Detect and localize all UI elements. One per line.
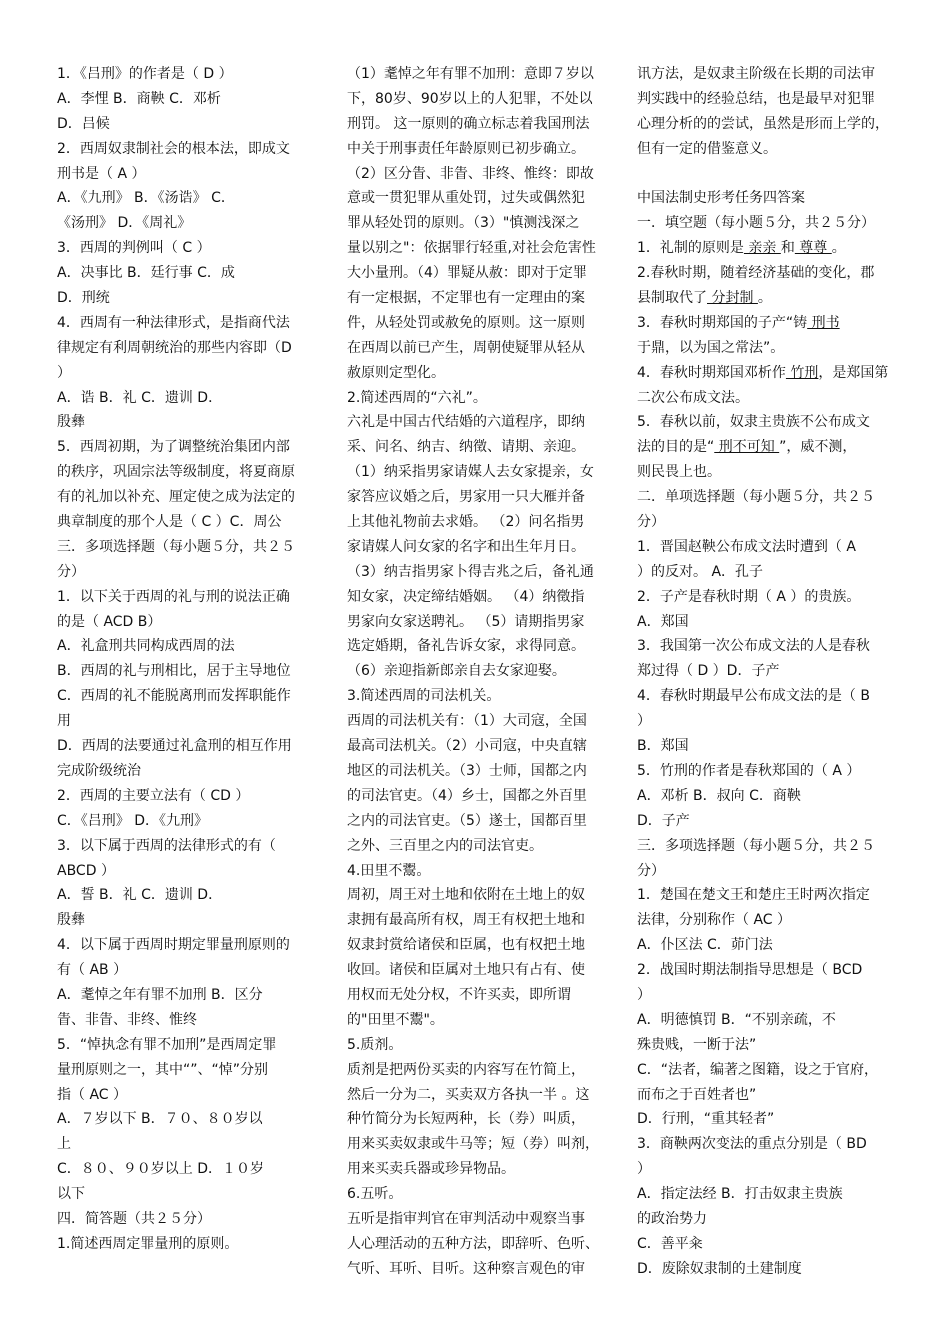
text-line: 在西周以前已产生，周朝使疑罪从轻从 bbox=[347, 339, 585, 356]
text-segment: 和 bbox=[780, 240, 795, 257]
text-line: 1．以下关于西周的礼与刑的说法正确 bbox=[57, 588, 290, 605]
text-line: 3.简述西周的司法机关。 bbox=[347, 688, 501, 705]
text-line: C．“法者，编著之图籍，设之于官府， bbox=[637, 1061, 879, 1078]
text-line: 地区的司法机关。（3）士师，国都之内 bbox=[347, 762, 587, 779]
text-line: 用来买卖兵器或珍异物品。 bbox=[347, 1161, 515, 1178]
text-line: A．邓析 B．叔向 C．商鞅 bbox=[637, 787, 801, 804]
text-line: 量以别之"：依据罪行轻重,对社会危害性 bbox=[347, 240, 596, 257]
text-line: 赦原则定型化。 bbox=[347, 364, 445, 381]
text-line: 奴隶封赏给诸侯和臣属，也有权把土地 bbox=[347, 937, 585, 954]
text-line: 知女家，决定缔结婚姻。 （4）纳徵指 bbox=[347, 588, 585, 605]
text-line: 4.田里不鬻。 bbox=[347, 862, 431, 879]
text-line: 二．单项选择题（每小题５分，共２５ bbox=[637, 489, 875, 506]
text-line: B．郑国 bbox=[637, 738, 689, 755]
text-line: ）的反对。 A．孔子 bbox=[637, 563, 764, 580]
text-line: 分） bbox=[637, 514, 665, 531]
filled-answer: 尊尊 bbox=[794, 240, 832, 257]
text-line: 5．“悼执念有罪不加刑”是西周定罪 bbox=[57, 1036, 277, 1053]
text-line: ） bbox=[637, 986, 651, 1003]
text-line: 之内的司法官吏。（5）遂士，国都百里 bbox=[347, 812, 587, 829]
text-line: 指（ AC ） bbox=[57, 1086, 128, 1103]
text-line: ） bbox=[637, 713, 651, 730]
text-line: 2．西周奴隶制社会的根本法，即成文 bbox=[57, 140, 290, 157]
text-line: D．废除奴隶制的土建制度 bbox=[637, 1260, 802, 1277]
text-line: 则民畏上也。 bbox=[637, 464, 721, 481]
text-line: 用 bbox=[57, 713, 71, 730]
text-line: 1.简述西周定罪量刑的原则。 bbox=[57, 1235, 239, 1252]
text-line: A．明德慎罚 B．“不别亲疏，不 bbox=[637, 1011, 836, 1028]
column-middle bbox=[347, 62, 605, 1282]
text-line: 收回。诸侯和臣属对土地只有占有、使 bbox=[347, 962, 585, 979]
text-line: 刑罚。 这一原则的确立标志着我国刑法 bbox=[347, 115, 590, 132]
text-line: A．仆区法 C．茆门法 bbox=[637, 937, 773, 954]
text-line: 中关于刑事责任年龄原则已初步确立。 bbox=[347, 140, 585, 157]
text-line: 的秩序，巩固宗法等级制度，将夏商原 bbox=[57, 464, 295, 481]
text-line: D．子产 bbox=[637, 812, 690, 829]
text-line: 家答应议婚之后，男家用一只大雁并备 bbox=[347, 489, 585, 506]
text-line: 讯方法，是奴隶主阶级在长期的司法审 bbox=[637, 66, 875, 82]
text-segment: 法的目的是“ bbox=[637, 439, 715, 456]
text-segment: 。 bbox=[757, 290, 772, 307]
text-line: 6.五听。 bbox=[347, 1186, 403, 1203]
text-line: （6）亲迎指新郎亲自去女家迎娶。 bbox=[347, 663, 566, 680]
text-line: （1）耄悼之年有罪不加刑：意即７岁以 bbox=[347, 66, 594, 82]
text-line: 周初，周王对土地和依附在土地上的奴 bbox=[347, 887, 585, 904]
text-line: A．《九刑》 B．《汤诰》 C． bbox=[57, 190, 235, 207]
text-line bbox=[637, 162, 893, 187]
text-line: 殷彝 bbox=[57, 414, 85, 431]
text-line bbox=[637, 361, 893, 386]
text-line: 男家向女家送聘礼。 （5）请期指男家 bbox=[347, 613, 585, 630]
text-line: 有的礼加以补充、厘定使之成为法定的 bbox=[57, 489, 295, 506]
text-line: 1．晋国赵鞅公布成文法时遭到（ A bbox=[637, 538, 856, 555]
text-line: 件，从轻处罚或赦免的原则。这一原则 bbox=[347, 314, 585, 331]
text-line: A．指定法经 B．打击奴隶主贵族 bbox=[637, 1186, 843, 1203]
text-line: 种竹简分为长短两种，长（券）叫质， bbox=[347, 1111, 585, 1128]
text-line: 之外、三百里之内的司法官吏。 bbox=[347, 837, 543, 854]
text-line: 法律，分别称作（ AC ） bbox=[637, 912, 792, 929]
text-line: 分） bbox=[57, 563, 85, 580]
text-line: 3．商鞅两次变法的重点分别是（ BD bbox=[637, 1136, 867, 1153]
text-line: 4．西周有一种法律形式，是指商代法 bbox=[57, 314, 290, 331]
text-line: 用来买卖奴隶或牛马等；短（券）叫剂， bbox=[347, 1136, 599, 1153]
text-line: 1．《吕刑》的作者是（ D ） bbox=[57, 66, 233, 82]
text-line: D．吕候 bbox=[57, 115, 110, 132]
text-line: 2．子产是春秋时期（ A ）的贵族。 bbox=[637, 588, 861, 605]
text-line: 三．多项选择题（每小题５分，共２５ bbox=[637, 837, 875, 854]
text-line: C．善平籴 bbox=[637, 1235, 703, 1252]
text-line: 五听是指审判官在审判活动中观察当事 bbox=[347, 1210, 585, 1227]
text-line: 5.质剂。 bbox=[347, 1036, 403, 1053]
filled-answer: 刑不可知 bbox=[714, 439, 780, 456]
text-line: A．誓 B．礼 C．遗训 D． bbox=[57, 887, 223, 904]
text-line: 质剂是把两份买卖的内容写在竹简上， bbox=[347, 1061, 585, 1078]
text-line: 5．竹刑的作者是春秋郑国的（ A ） bbox=[637, 762, 861, 779]
text-line: 的政治势力 bbox=[637, 1210, 707, 1227]
text-line: 下，80岁、90岁以上的人犯罪，不处以 bbox=[347, 90, 593, 107]
text-segment: 3．春秋时期郑国的子产“铸 bbox=[637, 314, 808, 331]
text-line: 但有一定的借鉴意义。 bbox=[637, 140, 777, 157]
text-line: 判实践中的经验总结，也是最早对犯罪 bbox=[637, 90, 875, 107]
text-line: A．李悝 B．商鞅 C．邓析 bbox=[57, 90, 221, 107]
text-line: 二次公布成文法。 bbox=[637, 389, 749, 406]
text-line: 刑书是（ A ） bbox=[57, 165, 146, 182]
text-line: ） bbox=[637, 1161, 651, 1178]
text-line: 最高司法机关。（2）小司寇，中央直辖 bbox=[347, 738, 587, 755]
text-line: 心理分析的的尝试，虽然是形而上学的， bbox=[637, 115, 889, 132]
column-right bbox=[637, 62, 893, 1282]
text-line bbox=[637, 311, 893, 336]
text-segment: ”，威不测， bbox=[779, 439, 857, 456]
text-line: 2．西周的主要立法有（ CD ） bbox=[57, 787, 250, 804]
text-line: 于鼎，以为国之常法”。 bbox=[637, 339, 785, 356]
text-line bbox=[637, 286, 893, 311]
text-line: A．７岁以下 B．７０、８０岁以 bbox=[57, 1111, 263, 1128]
text-segment: 。 bbox=[831, 240, 846, 257]
text-line: 有一定根据，不定罪也有一定理由的案 bbox=[347, 290, 585, 307]
text-line: D．刑统 bbox=[57, 290, 110, 307]
text-segment: 4．春秋时期郑国邓析作 bbox=[637, 364, 786, 381]
text-line: 分） bbox=[637, 862, 665, 879]
text-line: 2.简述西周的“六礼”。 bbox=[347, 389, 487, 406]
text-line: 选定婚期，备礼告诉女家，求得同意。 bbox=[347, 638, 585, 655]
text-line: 5．西周初期，为了调整统治集团内部 bbox=[57, 439, 290, 456]
text-line: ABCD ） bbox=[57, 862, 115, 879]
text-line: 采、问名、纳吉、纳徵、请期、亲迎。 bbox=[347, 439, 585, 456]
text-line: 上 bbox=[57, 1136, 71, 1153]
text-line: A．礼盒刑共同构成西周的法 bbox=[57, 638, 235, 655]
text-line: 4．以下属于西周时期定罪量刑原则的 bbox=[57, 937, 290, 954]
text-line: 3．我国第一次公布成文法的人是春秋 bbox=[637, 638, 870, 655]
text-line: A．诰 B．礼 C．遗训 D． bbox=[57, 389, 223, 406]
filled-answer: 竹刑 bbox=[785, 364, 819, 381]
text-line: 罪从轻处罚的原则。（3）"慎测浅深之 bbox=[347, 215, 580, 232]
text-line: 六礼是中国古代结婚的六道程序，即纳 bbox=[347, 414, 585, 431]
text-line: 的是（ ACD B） bbox=[57, 613, 162, 630]
text-line: 3．以下属于西周的法律形式的有（ bbox=[57, 837, 276, 854]
text-line bbox=[637, 236, 893, 261]
text-line: A．郑国 bbox=[637, 613, 689, 630]
text-line: B．西周的礼与刑相比，居于主导地位 bbox=[57, 663, 291, 680]
text-line: 2．战国时期法制指导思想是（ BCD bbox=[637, 962, 863, 979]
text-line bbox=[637, 435, 893, 460]
text-line: 典章制度的那个人是（ C ）C．周公 bbox=[57, 514, 282, 531]
text-line: C．《吕刑》 D．《九刑》 bbox=[57, 812, 209, 829]
text-line: ） bbox=[57, 364, 71, 381]
text-segment: 县制取代了 bbox=[637, 290, 707, 307]
text-line: 律规定有利周朝统治的那些内容即（D bbox=[57, 339, 292, 356]
text-line: 气听、耳听、目听。这种察言观色的审 bbox=[347, 1260, 585, 1277]
text-line: 用权而无处分权，不许买卖，即所谓 bbox=[347, 986, 571, 1003]
text-line: 然后一分为二，买卖双方各执一半 。这 bbox=[347, 1086, 590, 1103]
text-line: 郑过得（ D ）D．子产 bbox=[637, 663, 780, 680]
text-line: 家请媒人问女家的名字和出生年月日。 bbox=[347, 538, 585, 555]
text-line: 三．多项选择题（每小题５分，共２５ bbox=[57, 538, 295, 555]
text-line: 隶拥有最高所有权，周王有权把土地和 bbox=[347, 912, 585, 929]
text-line: 3．西周的判例叫（ C ） bbox=[57, 240, 211, 257]
text-line: 的司法官吏。（4）乡士，国都之外百里 bbox=[347, 787, 587, 804]
text-line: 2.春秋时期，随着经济基础的变化，郡 bbox=[637, 265, 875, 282]
text-line: 人心理活动的五种方法，即辞听、色听、 bbox=[347, 1235, 599, 1252]
text-line: （1）纳采指男家请媒人去女家提亲，女 bbox=[347, 464, 594, 481]
text-line: 西周的司法机关有：（1）大司寇，全国 bbox=[347, 713, 587, 730]
text-line: （3）纳吉指男家卜得吉兆之后，备礼通 bbox=[347, 563, 594, 580]
text-line: C．西周的礼不能脱离刑而发挥职能作 bbox=[57, 688, 291, 705]
filled-answer: 刑书 bbox=[807, 314, 840, 331]
text-line: 意或一贯犯罪从重处罚，过失或偶然犯 bbox=[347, 190, 585, 207]
filled-answer: 亲亲 bbox=[743, 240, 781, 257]
text-line: 一．填空题（每小题５分，共２５分） bbox=[637, 215, 875, 232]
text-line: 四．简答题（共２５分） bbox=[57, 1210, 211, 1227]
text-line: A．决事比 B．廷行事 C．成 bbox=[57, 265, 235, 282]
text-line: 5．春秋以前，奴隶主贵族不公布成文 bbox=[637, 414, 870, 431]
text-line: 中国法制史形考任务四答案 bbox=[637, 190, 805, 207]
text-line: 有（ AB ） bbox=[57, 962, 128, 979]
text-line: 量刑原则之一，其中“”、“悼”分别 bbox=[57, 1061, 269, 1078]
text-line: D．行刑，“重其轻者” bbox=[637, 1111, 775, 1128]
column-left bbox=[57, 62, 309, 1257]
text-line: 的"田里不鬻"。 bbox=[347, 1011, 444, 1028]
text-line: （2）区分眚、非眚、非终、惟终：即故 bbox=[347, 165, 594, 182]
filled-answer: 分封制 bbox=[707, 290, 758, 307]
text-segment: ，是郑国第 bbox=[818, 364, 889, 381]
text-line: C．８０、９０岁以上 D．１０岁 bbox=[57, 1161, 265, 1178]
text-line: 上其他礼物前去求婚。 （2）问名指男 bbox=[347, 514, 585, 531]
text-segment: 1．礼制的原则是 bbox=[637, 240, 744, 257]
text-line: 《汤刑》 D．《周礼》 bbox=[57, 215, 192, 232]
text-line: A．耄悼之年有罪不加刑 B．区分 bbox=[57, 986, 263, 1003]
text-line: 1．楚国在楚文王和楚庄王时两次指定 bbox=[637, 887, 870, 904]
text-line: D．西周的法要通过礼盒刑的相互作用 bbox=[57, 738, 292, 755]
text-line: 完成阶级统治 bbox=[57, 762, 141, 779]
text-line: 殊贵贱，一断于法” bbox=[637, 1036, 757, 1053]
text-line: 以下 bbox=[57, 1186, 85, 1203]
text-line: 殷彝 bbox=[57, 912, 85, 929]
text-line: 而布之于百姓者也” bbox=[637, 1086, 757, 1103]
text-line: 4．春秋时期最早公布成文法的是（ B bbox=[637, 688, 870, 705]
text-line: 大小量刑。（4）罪疑从赦：即对于定罪 bbox=[347, 265, 587, 282]
text-line: 眚、非眚、非终、惟终 bbox=[57, 1011, 197, 1028]
